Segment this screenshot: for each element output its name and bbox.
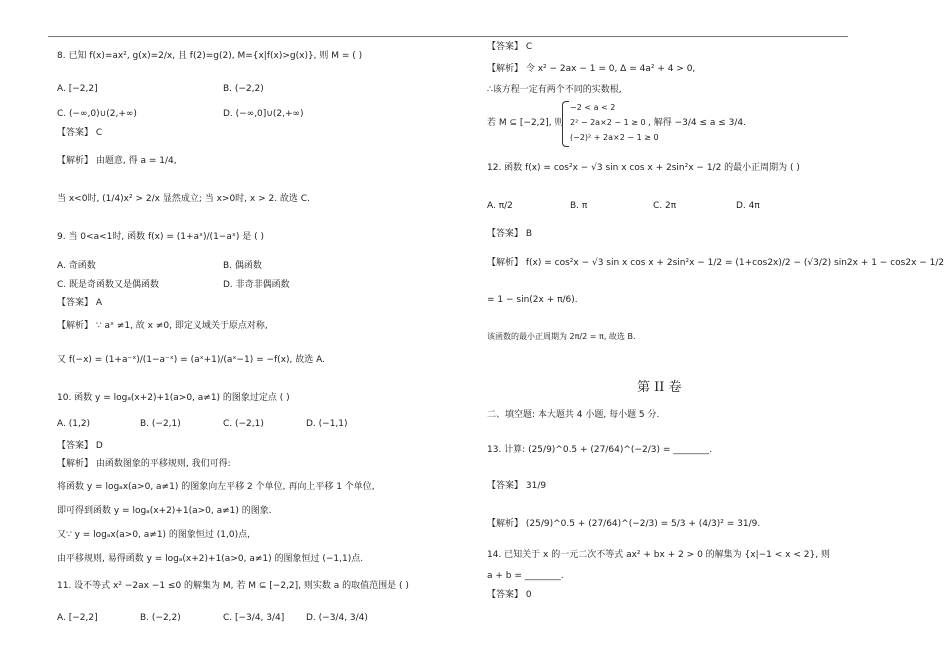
q11-option-a: A. [−2,2] (57, 613, 98, 623)
fill-in-section-heading: 二、填空题: 本大题共 4 小题, 每小题 5 分. (487, 410, 660, 420)
q12-option-c: C. 2π (653, 201, 677, 211)
q8-answer: 【答案】 C (57, 128, 103, 138)
q10-explanation-5: 由平移规则, 易得函数 y = logₐ(x+2)+1(a>0, a≠1) 的图象恒过 (−1,1)点. (57, 554, 364, 564)
q12-explanation-2: = 1 − sin(2x + π/6). (487, 295, 578, 305)
q13-answer: 【答案】 31/9 (487, 481, 547, 491)
q10-explanation-2: 将函数 y = logₐx(a>0, a≠1) 的图象向左平移 2 个单位, 再向上平移 1 个单位, (57, 482, 375, 492)
q8-option-b: B. (−2,2) (223, 84, 264, 94)
q9-explanation-2: 又 f(−x) = (1+a⁻ˣ)/(1−a⁻ˣ) = (aˣ+1)/(aˣ−1) = −f(x), 故选 A. (57, 355, 325, 365)
top-rule (48, 36, 848, 37)
q10-answer: 【答案】 D (57, 441, 103, 451)
q11-explanation-1: 【解析】 令 x² − 2ax − 1 = 0, Δ = 4a² + 4 > 0, (487, 64, 696, 74)
q8-text: 8. 已知 f(x)=ax², g(x)=2/x, 且 f(2)=g(2), M={x|f(x)>g(x)}, 则 M = ( ) (57, 51, 363, 61)
q8-option-a: A. [−2,2] (57, 84, 98, 94)
part-two-heading: 第 II 卷 (637, 380, 682, 395)
q14-text: 14. 已知关于 x 的一元二次不等式 ax² + bx + 2 > 0 的解集为 {x|−1 < x < 2}, 则 (487, 550, 830, 560)
q13-explanation: 【解析】 (25/9)^0.5 + (27/64)^(−2/3) = 5/3 + (4/3)² = 31/9. (487, 519, 761, 529)
q9-answer: 【答案】 A (57, 298, 103, 308)
q12-text: 12. 函数 f(x) = cos²x − √3 sin x cos x + 2sin²x − 1/2 的最小正周期为 ( ) (487, 163, 800, 173)
q11-system-line-2: 2² − 2a×2 − 1 ≥ 0 (570, 118, 646, 127)
system-brace (562, 101, 569, 147)
q9-explanation-1: 【解析】 ∵ aˣ ≠1, 故 x ≠0, 即定义域关于原点对称, (57, 321, 268, 331)
q9-option-d: D. 非奇非偶函数 (223, 280, 290, 290)
q8-option-d: D. (−∞,0]∪(2,+∞) (223, 109, 304, 119)
q11-option-c: C. [−3/4, 3/4] (223, 613, 285, 623)
q9-option-c: C. 既是奇函数又是偶函数 (57, 280, 160, 290)
q11-system-line-1: −2 < a < 2 (570, 103, 616, 112)
q12-option-a: A. π/2 (487, 201, 513, 211)
q10-option-a: A. (1,2) (57, 419, 91, 429)
q11-explanation-3b: , 解得 −3/4 ≤ a ≤ 3/4. (648, 118, 746, 128)
q14-answer: 【答案】 0 (487, 590, 532, 600)
q10-option-b: B. (−2,1) (140, 419, 181, 429)
q11-explanation-2: ∴该方程一定有两个不同的实数根, (487, 85, 622, 95)
q9-option-a: A. 奇函数 (57, 261, 96, 271)
q11-answer: 【答案】 C (487, 42, 533, 52)
q12-option-d: D. 4π (736, 201, 760, 211)
q10-text: 10. 函数 y = logₐ(x+2)+1(a>0, a≠1) 的图象过定点 ( ) (57, 393, 290, 403)
q9-option-b: B. 偶函数 (223, 261, 262, 271)
q11-text: 11. 设不等式 x² −2ax −1 ≤0 的解集为 M, 若 M ⊆ [−2,2], 则实数 a 的取值范围是 ( ) (57, 581, 409, 591)
q13-text: 13. 计算: (25/9)^0.5 + (27/64)^(−2/3) = ________. (487, 445, 713, 455)
q10-explanation-1: 【解析】 由函数图象的平移规则, 我们可得: (57, 459, 231, 469)
q10-explanation-4: 又∵ y = logₐx(a>0, a≠1) 的图象恒过 (1,0)点, (57, 530, 250, 540)
q12-answer: 【答案】 B (487, 229, 533, 239)
q11-system-line-3: (−2)² + 2a×2 − 1 ≥ 0 (570, 133, 659, 142)
q8-explanation-1: 【解析】 由题意, 得 a = 1/4, (57, 156, 177, 166)
q11-option-d: D. (−3/4, 3/4) (306, 613, 368, 623)
q10-option-c: C. (−2,1) (223, 419, 264, 429)
q8-option-c: C. (−∞,0)∪(2,+∞) (57, 109, 137, 119)
q9-text: 9. 当 0<a<1时, 函数 f(x) = (1+aˣ)/(1−aˣ) 是 ( ) (57, 232, 264, 242)
q11-explanation-3a: 若 M ⊆ [−2,2], 则 (487, 118, 564, 128)
q12-explanation-1: 【解析】 f(x) = cos²x − √3 sin x cos x + 2sin²x − 1/2 = (1+cos2x)/2 − (√3/2) sin2x + 1 − cos2x − 1/2 (487, 258, 945, 268)
q11-option-b: B. (−2,2) (140, 613, 181, 623)
q10-option-d: D. (−1,1) (306, 419, 348, 429)
q12-explanation-3: 该函数的最小正周期为 2π/2 = π, 故选 B. (487, 332, 636, 341)
q8-explanation-2: 当 x<0时, (1/4)x² > 2/x 显然成立; 当 x>0时, x > 2. 故选 C. (57, 194, 310, 204)
q12-option-b: B. π (570, 201, 588, 211)
q10-explanation-3: 即可得到函数 y = logₐ(x+2)+1(a>0, a≠1) 的图象. (57, 506, 272, 516)
q14-text-2: a + b = ________. (487, 571, 564, 581)
